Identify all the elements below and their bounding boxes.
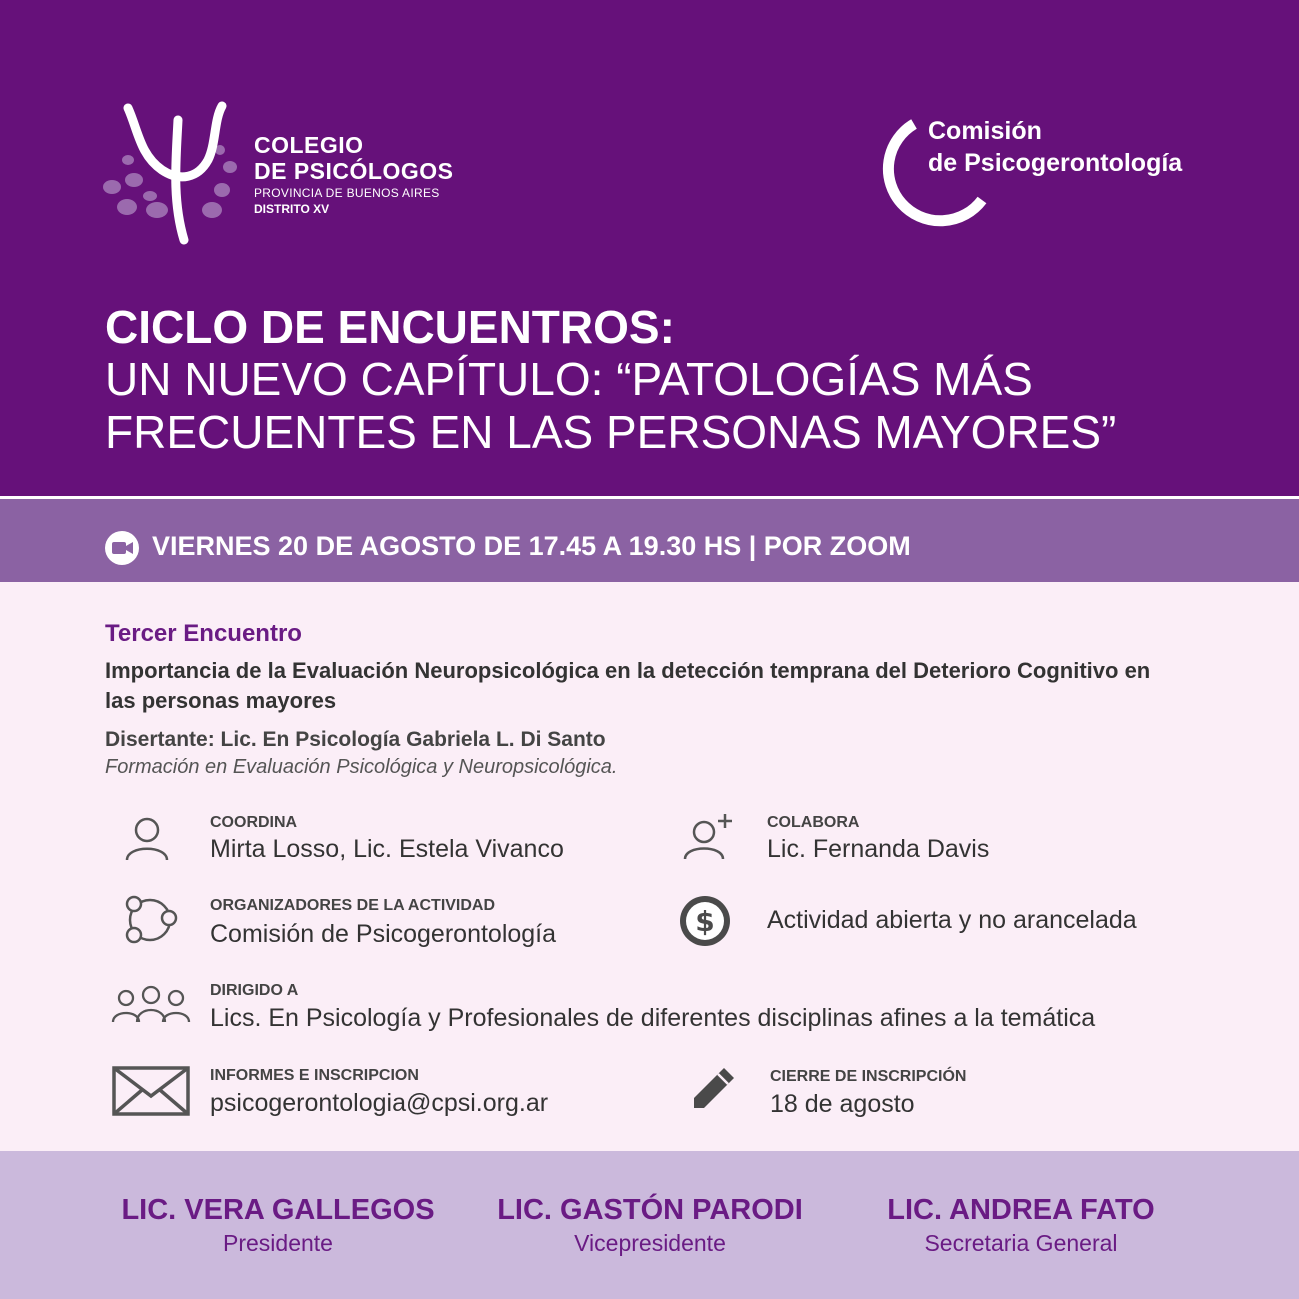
- organizadores-label: ORGANIZADORES DE LA ACTIVIDAD: [210, 897, 496, 914]
- organizadores-value: Comisión de Psicogerontología: [210, 920, 557, 948]
- psi-logo-icon: [100, 100, 250, 250]
- svg-text:$: $: [695, 905, 715, 938]
- costo-value: Actividad abierta y no arancelada: [767, 906, 1137, 934]
- group-icon: [110, 984, 192, 1026]
- main-title-line2: UN NUEVO CAPÍTULO: “PATOLOGÍAS MÁS: [105, 353, 1033, 405]
- footer-name-secretary: LIC. ANDREA FATO: [887, 1194, 1155, 1226]
- commission-title-line1: Comisión: [928, 117, 1042, 145]
- logo-line-distrito: DISTRITO XV: [254, 202, 330, 216]
- speaker-name: Disertante: Lic. En Psicología Gabriela L. Di Santo: [105, 728, 606, 751]
- coordina-value: Mirta Losso, Lic. Estela Vivanco: [210, 835, 564, 863]
- dollar-coin-icon: [678, 894, 732, 948]
- add-person-icon: [680, 812, 736, 862]
- commission-title-line2: de Psicogerontología: [928, 149, 1183, 177]
- session-subtitle: Importancia de la Evaluación Neuropsicológica en la detección temprana del Deterioro Cognitivo en las personas mayores: [105, 658, 1151, 713]
- cierre-label: CIERRE DE INSCRIPCIÓN: [770, 1068, 967, 1085]
- footer-name-vicepresident: LIC. GASTÓN PARODI: [497, 1194, 803, 1226]
- network-icon: [120, 894, 182, 946]
- envelope-icon: [112, 1066, 190, 1116]
- footer-role-president: Presidente: [223, 1230, 333, 1256]
- person-icon: [122, 815, 172, 863]
- main-title-line3: FRECUENTES EN LAS PERSONAS MAYORES”: [105, 406, 1117, 458]
- event-date-text: VIERNES 20 DE AGOSTO DE 17.45 A 19.30 HS | POR ZOOM: [152, 531, 911, 561]
- pencil-icon: [688, 1064, 738, 1114]
- informes-email[interactable]: psicogerontologia@cpsi.org.ar: [210, 1089, 549, 1117]
- dirigido-label: DIRIGIDO A: [210, 982, 299, 999]
- footer-role-secretary: Secretaria General: [924, 1230, 1118, 1256]
- dirigido-value: Lics. En Psicología y Profesionales de diferentes disciplinas afines a la temática: [210, 1004, 1096, 1032]
- logo-line-colegio: COLEGIO: [254, 132, 364, 158]
- footer-role-vicepresident: Vicepresidente: [574, 1230, 726, 1256]
- speaker-credentials: Formación en Evaluación Psicológica y Neuropsicológica.: [105, 756, 618, 778]
- session-heading: Tercer Encuentro: [105, 620, 302, 647]
- coordina-label: COORDINA: [210, 814, 298, 831]
- informes-label: INFORMES E INSCRIPCION: [210, 1067, 419, 1084]
- main-title-line1: CICLO DE ENCUENTROS:: [105, 301, 675, 353]
- cierre-value: 18 de agosto: [770, 1090, 915, 1118]
- logo-line-provincia: PROVINCIA DE BUENOS AIRES: [254, 186, 440, 200]
- video-camera-icon: [104, 530, 140, 566]
- footer-name-president: LIC. VERA GALLEGOS: [121, 1194, 435, 1226]
- colabora-label: COLABORA: [767, 814, 860, 831]
- logo-line-psicologos: DE PSICÓLOGOS: [254, 158, 454, 184]
- colabora-value: Lic. Fernanda Davis: [767, 835, 990, 863]
